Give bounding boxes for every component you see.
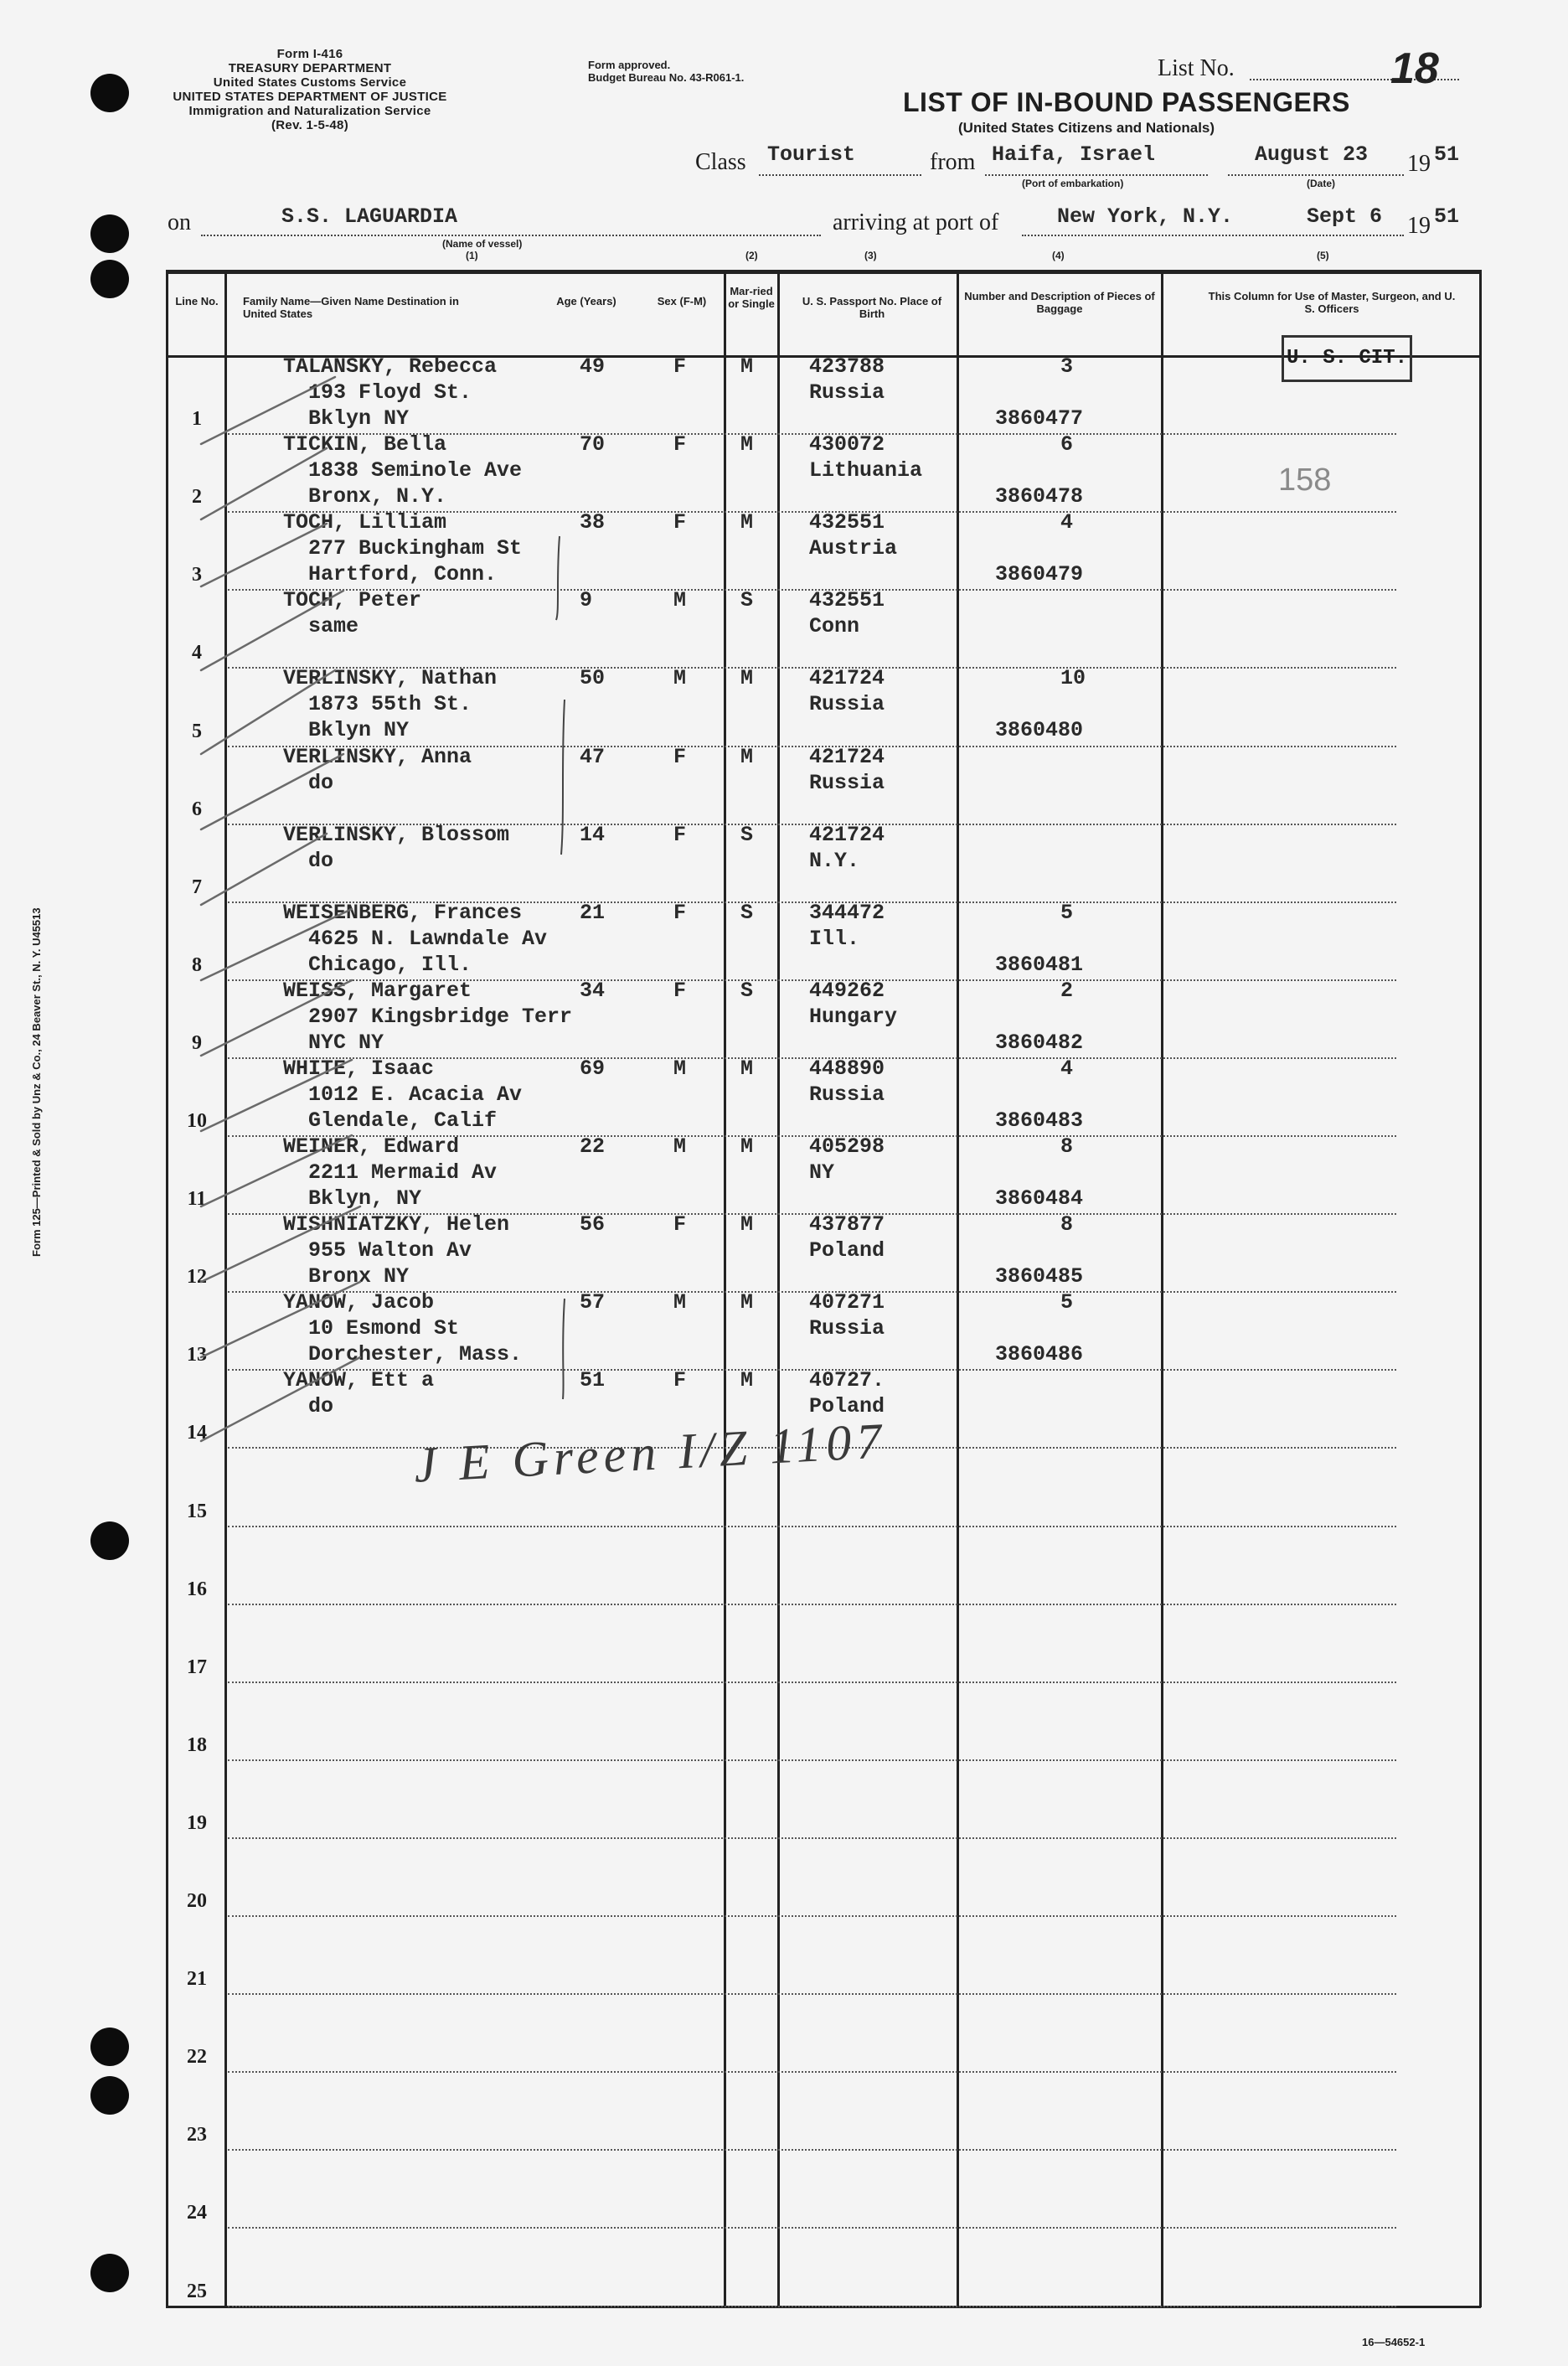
passenger-name: TALANSKY, Rebecca bbox=[283, 354, 498, 379]
place-of-birth: Hungary bbox=[809, 1004, 898, 1029]
port-caption: (Port of embarkation) bbox=[1022, 178, 1124, 189]
baggage-count: 5 bbox=[1060, 900, 1074, 925]
passenger-age: 47 bbox=[580, 744, 606, 769]
passenger-marital-status: M bbox=[740, 744, 754, 769]
column-header-line: Line No. bbox=[175, 295, 219, 307]
binder-hole bbox=[90, 2076, 129, 2115]
passenger-marital-status: M bbox=[740, 1212, 754, 1237]
passenger-address-2: Bklyn NY bbox=[308, 406, 410, 431]
passenger-address-1: 1873 55th St. bbox=[308, 692, 472, 717]
binder-hole bbox=[90, 214, 129, 253]
row-separator bbox=[228, 1837, 1396, 1839]
passport-number: 421724 bbox=[809, 822, 885, 847]
column-header-name: Family Name—Given Name Destination in United States bbox=[243, 295, 459, 320]
passenger-name: WISHNIATZKY, Helen bbox=[283, 1212, 510, 1237]
baggage-number: 3860483 bbox=[995, 1108, 1084, 1133]
date-year-suffix: 51 bbox=[1434, 142, 1460, 167]
form-subtitle: (United States Citizens and Nationals) bbox=[958, 120, 1215, 136]
line-number: 10 bbox=[187, 1110, 207, 1132]
passport-number: 344472 bbox=[809, 900, 885, 925]
footer-code: 16—54652-1 bbox=[1362, 2336, 1426, 2348]
row-separator bbox=[228, 1604, 1396, 1605]
passenger-marital-status: M bbox=[740, 666, 754, 691]
passenger-sex: M bbox=[673, 1056, 687, 1081]
passenger-address-2: Bklyn NY bbox=[308, 718, 410, 743]
from-line bbox=[985, 174, 1208, 176]
line-number: 22 bbox=[187, 2046, 207, 2069]
passport-number: 437877 bbox=[809, 1212, 885, 1237]
column-header-passport: U. S. Passport No. Place of Birth bbox=[802, 295, 942, 320]
passenger-age: 51 bbox=[580, 1368, 606, 1393]
place-of-birth: Russia bbox=[809, 1082, 885, 1107]
place-of-birth: Austria bbox=[809, 536, 898, 561]
binder-hole bbox=[90, 2254, 129, 2292]
vessel-line bbox=[201, 235, 821, 236]
place-of-birth: Russia bbox=[809, 692, 885, 717]
passenger-address-1: 955 Walton Av bbox=[308, 1238, 472, 1263]
place-of-birth: N.Y. bbox=[809, 848, 860, 873]
passenger-address-1: 4625 N. Lawndale Av bbox=[308, 926, 548, 951]
place-of-birth: Russia bbox=[809, 770, 885, 795]
place-of-birth: Russia bbox=[809, 1316, 885, 1341]
passenger-name: WEINER, Edward bbox=[283, 1134, 460, 1159]
line-number: 13 bbox=[187, 1344, 207, 1366]
vessel-value: S.S. LAGUARDIA bbox=[281, 204, 458, 229]
passenger-marital-status: M bbox=[740, 1368, 754, 1393]
officer-signature: J E Green I/Z 1107 bbox=[412, 1413, 888, 1493]
line-number: 12 bbox=[187, 1266, 207, 1289]
on-label: on bbox=[168, 209, 191, 235]
column-divider bbox=[777, 270, 780, 2307]
column-divider bbox=[957, 270, 959, 2307]
passenger-marital-status: M bbox=[740, 432, 754, 457]
baggage-count: 8 bbox=[1060, 1134, 1074, 1159]
place-of-birth: Poland bbox=[809, 1394, 885, 1419]
passenger-address-2: Bronx, N.Y. bbox=[308, 484, 447, 509]
arrival-port-value: New York, N.Y. bbox=[1057, 204, 1234, 229]
arrival-year-prefix: 19 bbox=[1407, 213, 1431, 239]
passenger-address-1: 1012 E. Acacia Av bbox=[308, 1082, 523, 1107]
line-number: 7 bbox=[192, 876, 202, 898]
date-line bbox=[1228, 174, 1404, 176]
approval-block bbox=[588, 59, 744, 84]
passenger-age: 57 bbox=[580, 1290, 606, 1315]
passenger-name: WHITE, Isaac bbox=[283, 1056, 435, 1081]
binder-hole bbox=[90, 74, 129, 112]
passenger-marital-status: M bbox=[740, 1290, 754, 1315]
from-value: Haifa, Israel bbox=[992, 142, 1156, 167]
passenger-age: 49 bbox=[580, 354, 606, 379]
passenger-sex: F bbox=[673, 1212, 687, 1237]
baggage-number: 3860481 bbox=[995, 952, 1084, 977]
baggage-number: 3860479 bbox=[995, 562, 1084, 587]
passport-number: 421724 bbox=[809, 666, 885, 691]
arriving-label: arriving at port of bbox=[833, 209, 999, 235]
line-number: 5 bbox=[192, 720, 202, 742]
passenger-age: 69 bbox=[580, 1056, 606, 1081]
passenger-address-1: 10 Esmond St bbox=[308, 1316, 460, 1341]
us-citizen-stamp: U. S. CIT. bbox=[1282, 335, 1412, 382]
line-number: 17 bbox=[187, 1656, 207, 1678]
class-line bbox=[759, 174, 921, 176]
passenger-address-1: do bbox=[308, 848, 334, 873]
row-separator bbox=[228, 1759, 1396, 1761]
passenger-age: 70 bbox=[580, 432, 606, 457]
column-number: (5) bbox=[1317, 250, 1329, 261]
table-right-border bbox=[1479, 270, 1482, 2307]
passenger-address-2: Bronx NY bbox=[308, 1264, 410, 1289]
passenger-age: 34 bbox=[580, 978, 606, 1003]
passenger-sex: F bbox=[673, 900, 687, 925]
passenger-name: YANOW, Jacob bbox=[283, 1290, 435, 1315]
passenger-name: WEISENBERG, Frances bbox=[283, 900, 523, 925]
passenger-marital-status: M bbox=[740, 510, 754, 535]
class-label: Class bbox=[695, 149, 746, 175]
line-number: 18 bbox=[187, 1733, 207, 1756]
baggage-count: 8 bbox=[1060, 1212, 1074, 1237]
passenger-sex: F bbox=[673, 510, 687, 535]
passport-number: 432551 bbox=[809, 588, 885, 613]
passenger-sex: F bbox=[673, 1368, 687, 1393]
passport-number: 423788 bbox=[809, 354, 885, 379]
arrival-line bbox=[1022, 235, 1404, 236]
passenger-age: 14 bbox=[580, 822, 606, 847]
baggage-count: 10 bbox=[1060, 666, 1086, 691]
passenger-sex: F bbox=[673, 744, 687, 769]
passenger-name: TICKIN, Bella bbox=[283, 432, 447, 457]
passport-number: 40727. bbox=[809, 1368, 885, 1393]
passenger-name: WEISS, Margaret bbox=[283, 978, 472, 1003]
ins-line: Immigration and Naturalization Service bbox=[188, 104, 431, 118]
passenger-age: 50 bbox=[580, 666, 606, 691]
passenger-sex: M bbox=[673, 1290, 687, 1315]
passenger-address-2: Dorchester, Mass. bbox=[308, 1342, 523, 1367]
approval-line: Form approved. bbox=[588, 59, 671, 71]
line-number: 2 bbox=[192, 486, 202, 509]
form-number: Form I-416 bbox=[276, 47, 343, 61]
passport-number: 448890 bbox=[809, 1056, 885, 1081]
row-separator bbox=[228, 1915, 1396, 1917]
passenger-sex: F bbox=[673, 354, 687, 379]
line-number: 23 bbox=[187, 2124, 207, 2146]
passenger-sex: M bbox=[673, 1134, 687, 1159]
row-separator bbox=[228, 1682, 1396, 1683]
date-value: August 23 bbox=[1255, 142, 1369, 167]
passenger-marital-status: M bbox=[740, 354, 754, 379]
passenger-name: VERLINSKY, Anna bbox=[283, 744, 472, 769]
passenger-address-1: 277 Buckingham St bbox=[308, 536, 523, 561]
passenger-age: 22 bbox=[580, 1134, 606, 1159]
passenger-age: 9 bbox=[580, 588, 593, 613]
agency-header bbox=[159, 47, 461, 132]
official-note: 158 bbox=[1278, 462, 1332, 498]
column-header-baggage: Number and Description of Pieces of Baggage bbox=[964, 290, 1155, 315]
passenger-name: VERLINSKY, Nathan bbox=[283, 666, 498, 691]
row-separator bbox=[228, 2071, 1396, 2073]
row-separator bbox=[228, 2149, 1396, 2151]
line-number: 19 bbox=[187, 1811, 207, 1834]
baggage-count: 4 bbox=[1060, 1056, 1074, 1081]
baggage-number: 3860485 bbox=[995, 1264, 1084, 1289]
form-title: LIST OF IN-BOUND PASSENGERS bbox=[903, 87, 1350, 117]
passenger-address-2: Glendale, Calif bbox=[308, 1108, 498, 1133]
from-label: from bbox=[930, 149, 976, 175]
passenger-name: TOCH, Peter bbox=[283, 588, 422, 613]
column-number: (2) bbox=[745, 250, 758, 261]
row-separator bbox=[228, 1993, 1396, 1995]
passenger-address-1: 2211 Mermaid Av bbox=[308, 1160, 498, 1185]
line-number: 8 bbox=[192, 953, 202, 976]
baggage-number: 3860477 bbox=[995, 406, 1084, 431]
line-number: 1 bbox=[192, 408, 202, 431]
line-number: 24 bbox=[187, 2202, 207, 2224]
passport-number: 430072 bbox=[809, 432, 885, 457]
baggage-count: 5 bbox=[1060, 1290, 1074, 1315]
passenger-sex: M bbox=[673, 666, 687, 691]
passenger-address-2: Chicago, Ill. bbox=[308, 952, 472, 977]
passenger-sex: F bbox=[673, 978, 687, 1003]
vessel-column-number: (1) bbox=[466, 250, 478, 261]
passenger-name: YANOW, Ett a bbox=[283, 1368, 435, 1393]
row-separator bbox=[228, 1526, 1396, 1527]
line-number: 6 bbox=[192, 798, 202, 820]
passenger-address-1: 2907 Kingsbridge Terr bbox=[308, 1004, 573, 1029]
passport-number: 407271 bbox=[809, 1290, 885, 1315]
treasury-line: TREASURY DEPARTMENT bbox=[228, 61, 392, 75]
passport-number: 421724 bbox=[809, 744, 885, 769]
baggage-number: 3860486 bbox=[995, 1342, 1084, 1367]
class-value: Tourist bbox=[767, 142, 856, 167]
passenger-address-2: NYC NY bbox=[308, 1030, 384, 1055]
printer-imprint: Form 125—Printed & Sold by Unz & Co., 24 Beaver St., N. Y. U45513 bbox=[30, 907, 43, 1257]
line-number: 15 bbox=[187, 1500, 207, 1522]
table-top-border bbox=[166, 270, 1481, 274]
passenger-name: VERLINSKY, Blossom bbox=[283, 822, 510, 847]
baggage-count: 6 bbox=[1060, 432, 1074, 457]
passenger-address-2: Bklyn, NY bbox=[308, 1186, 422, 1211]
row-separator bbox=[228, 2306, 1396, 2307]
passenger-marital-status: M bbox=[740, 1134, 754, 1159]
passenger-name: TOCH, Lilliam bbox=[283, 510, 447, 535]
passenger-marital-status: S bbox=[740, 822, 754, 847]
baggage-number: 3860484 bbox=[995, 1186, 1084, 1211]
vessel-caption: (Name of vessel) bbox=[442, 238, 523, 250]
budget-line: Budget Bureau No. 43-R061-1. bbox=[588, 71, 745, 84]
passenger-sex: F bbox=[673, 432, 687, 457]
line-number: 4 bbox=[192, 642, 202, 664]
passenger-sex: M bbox=[673, 588, 687, 613]
arrival-year-suffix: 51 bbox=[1434, 204, 1460, 229]
place-of-birth: Ill. bbox=[809, 926, 860, 951]
column-number: (4) bbox=[1052, 250, 1065, 261]
passenger-age: 21 bbox=[580, 900, 606, 925]
column-divider bbox=[724, 270, 726, 2307]
binder-hole bbox=[90, 1521, 129, 1560]
date-year-prefix: 19 bbox=[1407, 151, 1431, 177]
line-number: 20 bbox=[187, 1890, 207, 1912]
line-number: 11 bbox=[187, 1188, 207, 1211]
customs-line: United States Customs Service bbox=[213, 75, 407, 90]
passenger-marital-status: M bbox=[740, 1056, 754, 1081]
place-of-birth: Lithuania bbox=[809, 458, 923, 483]
baggage-number: 3860478 bbox=[995, 484, 1084, 509]
column-header-officers: This Column for Use of Master, Surgeon, and U. S. Officers bbox=[1208, 290, 1456, 315]
binder-hole bbox=[90, 260, 129, 298]
justice-line: UNITED STATES DEPARTMENT OF JUSTICE bbox=[173, 90, 447, 104]
line-number: 14 bbox=[187, 1422, 207, 1444]
pencil-check-marks bbox=[151, 360, 573, 1483]
list-no-value: 18 bbox=[1390, 44, 1439, 93]
passenger-marital-status: S bbox=[740, 900, 754, 925]
passport-number: 449262 bbox=[809, 978, 885, 1003]
baggage-count: 4 bbox=[1060, 510, 1074, 535]
passport-number: 432551 bbox=[809, 510, 885, 535]
passenger-age: 56 bbox=[580, 1212, 606, 1237]
place-of-birth: Poland bbox=[809, 1238, 885, 1263]
baggage-number: 3860480 bbox=[995, 718, 1084, 743]
passenger-marital-status: S bbox=[740, 978, 754, 1003]
baggage-count: 3 bbox=[1060, 354, 1074, 379]
passenger-address-1: same bbox=[308, 614, 359, 639]
passenger-address-1: do bbox=[308, 1394, 334, 1419]
passenger-age: 38 bbox=[580, 510, 606, 535]
passenger-marital-status: S bbox=[740, 588, 754, 613]
line-number: 21 bbox=[187, 1968, 207, 1991]
passenger-sex: F bbox=[673, 822, 687, 847]
column-header-sex: Sex (F-M) bbox=[657, 295, 707, 307]
place-of-birth: NY bbox=[809, 1160, 835, 1185]
place-of-birth: Russia bbox=[809, 380, 885, 405]
passport-number: 405298 bbox=[809, 1134, 885, 1159]
binder-hole bbox=[90, 2028, 129, 2066]
revision-line: (Rev. 1-5-48) bbox=[271, 118, 348, 132]
passenger-address-1: 193 Floyd St. bbox=[308, 380, 472, 405]
baggage-count: 2 bbox=[1060, 978, 1074, 1003]
line-number: 3 bbox=[192, 564, 202, 586]
row-separator bbox=[228, 2227, 1396, 2229]
passenger-address-2: Hartford, Conn. bbox=[308, 562, 498, 587]
column-header-age: Age (Years) bbox=[556, 295, 616, 307]
line-number: 25 bbox=[187, 2280, 207, 2302]
place-of-birth: Conn bbox=[809, 614, 860, 639]
list-no-label: List No. bbox=[1158, 55, 1235, 81]
column-header-marital: Mar-ried or Single bbox=[728, 285, 775, 310]
arrival-date-value: Sept 6 bbox=[1307, 204, 1383, 229]
passenger-address-1: do bbox=[308, 770, 334, 795]
baggage-number: 3860482 bbox=[995, 1030, 1084, 1055]
column-divider bbox=[1161, 270, 1163, 2307]
line-number: 16 bbox=[187, 1578, 207, 1600]
line-number: 9 bbox=[192, 1031, 202, 1054]
column-number: (3) bbox=[864, 250, 877, 261]
date-caption: (Date) bbox=[1307, 178, 1336, 189]
passenger-address-1: 1838 Seminole Ave bbox=[308, 458, 523, 483]
